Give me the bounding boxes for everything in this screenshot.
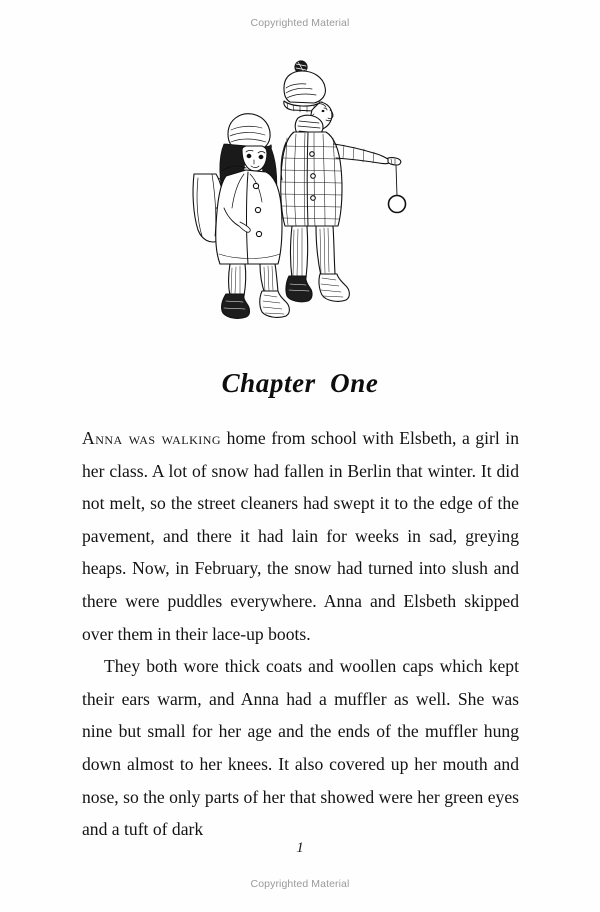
paragraph-2 [82, 650, 519, 846]
opening-small-caps: Anna was walking [82, 428, 222, 448]
paragraph-2-text: They both wore thick coats and woollen caps which kept their ears warm, and Anna had a muffler as well. She was nine but small for her age and the ends of the muffler hung down almost to her knees. It also covered up her mouth and nose, so the only parts of her that showed were her green eyes and a tuft of dark [82, 656, 519, 840]
body-text [82, 422, 519, 846]
chapter-title: Chapter One [221, 368, 379, 399]
paragraph-1-text: home from school with Elsbeth, a girl in her class. A lot of snow had fallen in Berlin that winter. It did not melt, so the street cleaners had swept it to the edge of the pavement, and there it had lain for weeks in sad, greying heaps. Now, in February, the snow had turned into slush and there were puddles everywhere. Anna and Elsbeth skipped over them in their lace-up boots. [82, 428, 519, 644]
copyright-watermark-top: Copyrighted Material [250, 17, 350, 29]
page-number: 1 [296, 840, 304, 856]
chapter-illustration [186, 58, 414, 320]
paragraph-1 [82, 422, 519, 650]
copyright-watermark-bottom: Copyrighted Material [250, 878, 350, 890]
